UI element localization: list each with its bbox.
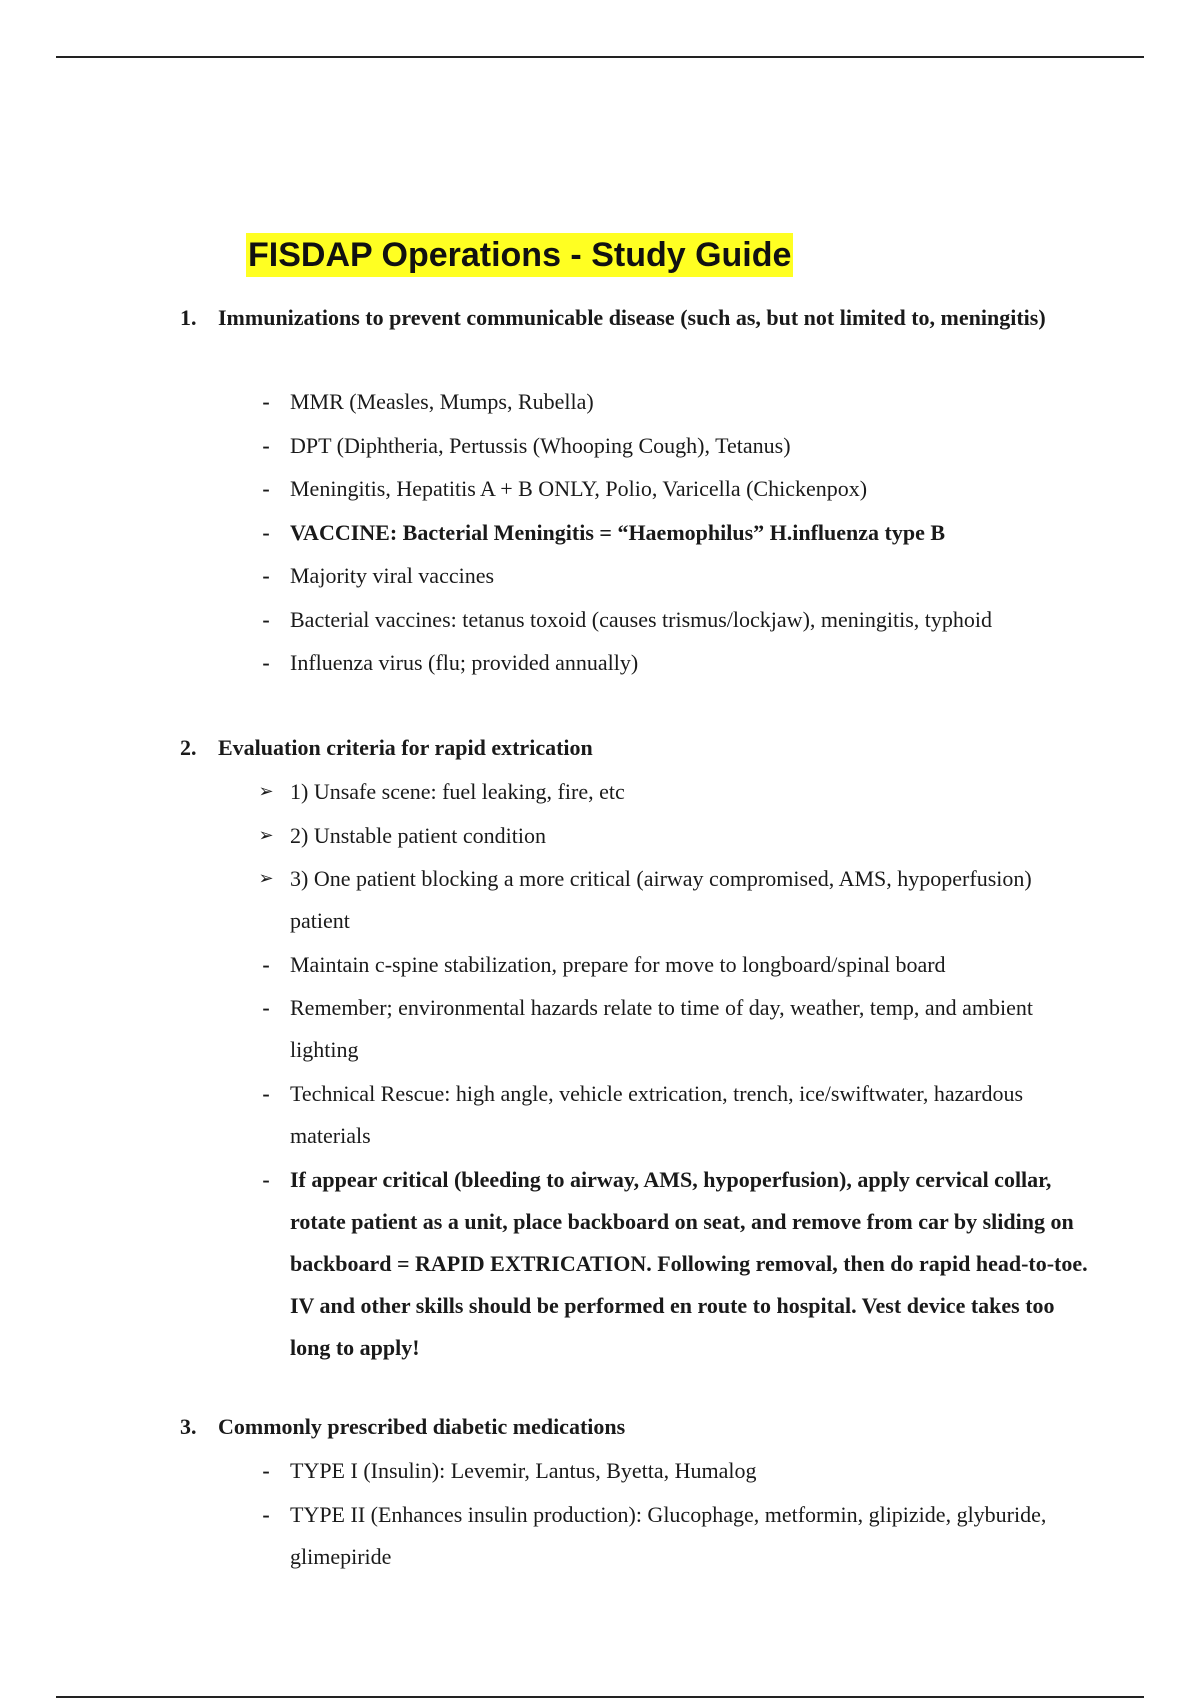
arrow-bullet-icon: ➢ [258, 868, 274, 889]
list-item-text: VACCINE: Bacterial Meningitis = “Haemophilus” H.influenza type B [290, 520, 946, 545]
list-item [262, 1073, 1090, 1157]
dash-bullet-icon: - [262, 563, 270, 588]
list-item [262, 381, 1090, 423]
section-heading-text: Commonly prescribed diabetic medications [218, 1414, 626, 1439]
list-item-text: Technical Rescue: high angle, vehicle extrication, trench, ice/swiftwater, hazardous materials [290, 1081, 1024, 1148]
section-heading-text: Immunizations to prevent communicable disease (such as, but not limited to, meningitis) [218, 305, 1046, 330]
section-number: 2. [180, 735, 197, 760]
list-item-text: MMR (Measles, Mumps, Rubella) [290, 389, 594, 414]
list-item-text: TYPE II (Enhances insulin production): Glucophage, metformin, glipizide, glyburide, glimepiride [290, 1502, 1047, 1569]
dash-bullet-icon: - [262, 433, 270, 458]
list-item-text: If appear critical (bleeding to airway, AMS, hypoperfusion), apply cervical collar, rotate patient as a unit, place backboard on seat, and remove from car by sliding on backboard = RAPID EXTRICATION. Following removal, then do rapid head-to-toe. IV and other skills should be performed en route to hospital. Vest device takes too long to apply! [290, 1167, 1088, 1360]
list-item [258, 771, 1090, 813]
section-number: 3. [180, 1414, 197, 1439]
list-item [262, 555, 1090, 597]
dash-bullet-icon: - [262, 1502, 270, 1527]
list-item [262, 512, 1090, 554]
list-item [262, 425, 1090, 467]
list-item-text: 1) Unsafe scene: fuel leaking, fire, etc [290, 779, 625, 804]
document-title: FISDAP Operations - Study Guide [246, 233, 793, 277]
list-item-text: DPT (Diphtheria, Pertussis (Whooping Cough), Tetanus) [290, 433, 791, 458]
dash-bullet-icon: - [262, 995, 270, 1020]
bottom-rule [56, 1696, 1144, 1698]
dash-bullet-icon: - [262, 952, 270, 977]
list-item-text: Majority viral vaccines [290, 563, 495, 588]
list-item [262, 599, 1090, 641]
section-number: 1. [180, 305, 197, 330]
list-item [262, 1494, 1090, 1578]
list-item-text: 2) Unstable patient condition [290, 823, 546, 848]
list-item-text: Influenza virus (flu; provided annually) [290, 650, 639, 675]
dash-bullet-icon: - [262, 1458, 270, 1483]
list-item [262, 468, 1090, 510]
arrow-bullet-icon: ➢ [258, 825, 274, 846]
list-item-text: Bacterial vaccines: tetanus toxoid (causes trismus/lockjaw), meningitis, typhoid [290, 607, 993, 632]
dash-bullet-icon: - [262, 476, 270, 501]
dash-bullet-icon: - [262, 1167, 270, 1192]
dash-bullet-icon: - [262, 1081, 270, 1106]
list-item-text: Meningitis, Hepatitis A + B ONLY, Polio, Varicella (Chickenpox) [290, 476, 868, 501]
dash-bullet-icon: - [262, 607, 270, 632]
list-item [262, 1450, 1090, 1492]
list-item [262, 944, 1090, 986]
list-item [262, 987, 1090, 1071]
list-item-text: TYPE I (Insulin): Levemir, Lantus, Byetta, Humalog [290, 1458, 757, 1483]
section-heading [180, 1407, 1080, 1447]
top-rule [56, 56, 1144, 58]
list-item-text: Maintain c-spine stabilization, prepare for move to longboard/spinal board [290, 952, 946, 977]
section-heading-text: Evaluation criteria for rapid extrication [218, 735, 593, 760]
dash-bullet-icon: - [262, 520, 270, 545]
list-item-text: Remember; environmental hazards relate to time of day, weather, temp, and ambient lighting [290, 995, 1033, 1062]
list-item [258, 815, 1090, 857]
list-item [262, 1159, 1090, 1369]
list-item [258, 858, 1090, 942]
dash-bullet-icon: - [262, 389, 270, 414]
dash-bullet-icon: - [262, 650, 270, 675]
arrow-bullet-icon: ➢ [258, 781, 274, 802]
section-heading [180, 728, 1080, 768]
list-item-text: 3) One patient blocking a more critical (airway compromised, AMS, hypoperfusion) patient [290, 866, 1032, 933]
list-item [262, 642, 1090, 684]
section-heading [180, 298, 1080, 338]
